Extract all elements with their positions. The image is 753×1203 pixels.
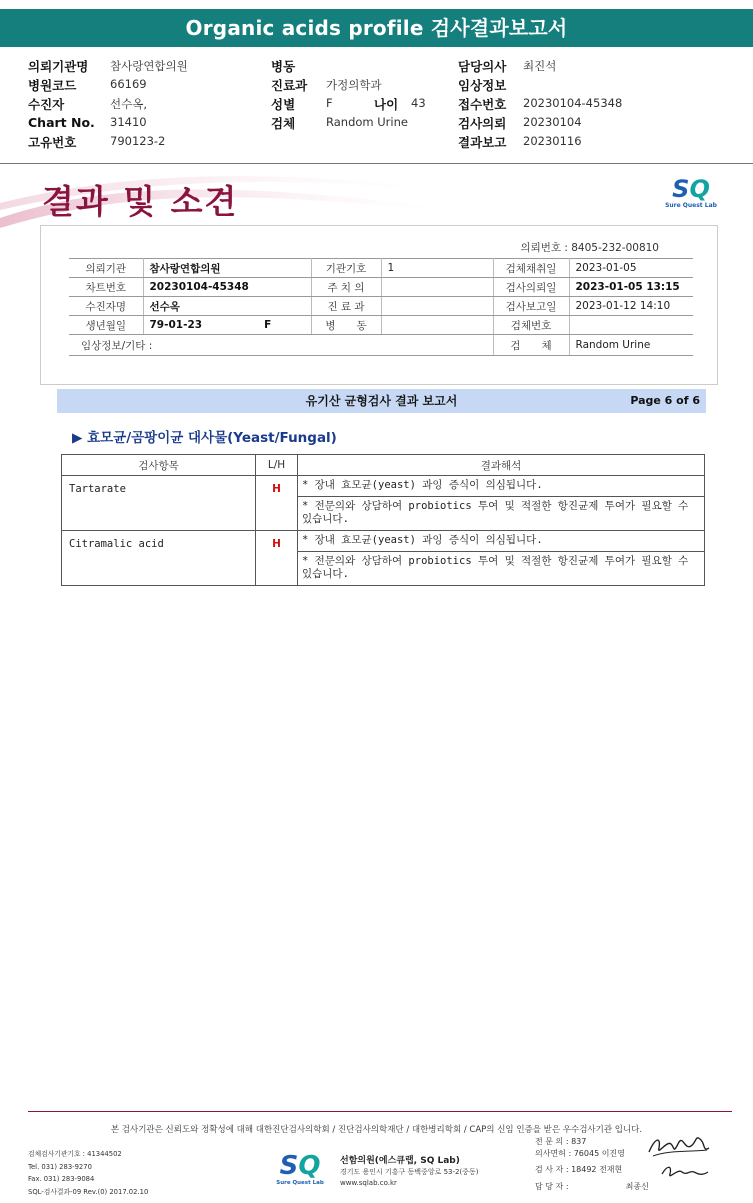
- interpretation-line: * 장내 효모균(yeast) 과잉 증식이 의심됩니다.: [298, 476, 704, 497]
- interpretation-line: * 전문의와 상담하여 probiotics 투여 및 적절한 항진균제 투여가 필요할 수 있습니다.: [302, 555, 689, 580]
- label-institution: 의뢰기관명: [28, 59, 89, 74]
- signer-row: 검 사 자 : 18492 전재현: [535, 1165, 623, 1174]
- report-bar: [57, 389, 706, 413]
- report-title: Organic acids profile 검사결과보고서: [0, 9, 753, 47]
- high-flag: H: [256, 476, 298, 531]
- value-institution: 참사랑연합의원: [110, 59, 188, 73]
- value-chart-no: 31410: [110, 115, 147, 129]
- request-table: [69, 258, 693, 356]
- signature-2: [660, 1160, 712, 1182]
- table-row: 차트번호 20230104-45348 주 치 의 검사의뢰일 2023-01-05 13:15: [69, 278, 693, 297]
- title-bar: [0, 0, 753, 50]
- lab-info: 선함의원(에스큐랩, SQ Lab) 경기도 용인시 기흥구 동백중앙로 53-2(중동) www.sqlab.co.kr: [340, 1156, 479, 1187]
- birthdate-cell: 79-01-23 F: [143, 316, 311, 335]
- value-specimen: Random Urine: [326, 115, 408, 129]
- section-title: ▶ 효모균/곰팡이균 대사물(Yeast/Fungal): [72, 430, 337, 446]
- interpretation: [298, 476, 705, 531]
- high-flag: H: [256, 531, 298, 586]
- interpretation-line: * 전문의와 상담하여 probiotics 투여 및 적절한 항진균제 투여가 필요할 수 있습니다.: [302, 500, 689, 525]
- accreditation-note: 본 검사기관은 신뢰도와 정확성에 대해 대한진단검사의학회 / 진단검사의학재단 / 대한병리학회 / CAP의 신임 인증을 받은 우수검사기관 입니다.: [110, 1125, 643, 1135]
- col-header-lh: L/H: [256, 455, 298, 476]
- value-report-date: 20230116: [523, 134, 582, 148]
- table-row: [62, 476, 705, 531]
- label-chart-no: Chart No.: [28, 115, 95, 130]
- label-sex: 성별: [271, 97, 296, 112]
- table-row: 의뢰기관 참사랑연합의원 기관기호 1 검체채취일 2023-01-05: [69, 259, 693, 278]
- value-age: 43: [411, 96, 426, 110]
- header-divider: [0, 163, 753, 164]
- label-unique-no: 고유번호: [28, 135, 77, 150]
- label-department: 진료과: [271, 78, 308, 93]
- result-item: Citramalic acid: [62, 531, 256, 586]
- table-row: [62, 531, 705, 586]
- signature-1: [645, 1130, 713, 1160]
- label-doctor: 담당의사: [458, 59, 507, 74]
- label-request-date: 검사의뢰: [458, 116, 507, 131]
- label-accession-no: 접수번호: [458, 97, 507, 112]
- label-clinical-info: 임상정보: [458, 78, 507, 93]
- footer-divider: [28, 1111, 732, 1112]
- value-request-date: 20230104: [523, 115, 582, 129]
- signer-row: 담 당 자 : 최종신: [535, 1181, 649, 1191]
- label-report-date: 결과보고: [458, 135, 507, 150]
- footer-sq-logo: SQ Sure Quest Lab: [276, 1151, 324, 1186]
- col-header-interpretation: 결과해석: [298, 455, 705, 476]
- signer-row: 전 문 의 : 837: [535, 1137, 587, 1146]
- sq-logo: SQ Sure Quest Lab: [665, 175, 717, 209]
- label-age: 나이: [374, 97, 399, 112]
- value-sex: F: [326, 96, 333, 110]
- result-item: Tartarate: [62, 476, 256, 531]
- table-header-row: [62, 455, 705, 476]
- table-row: 임상정보/기타 : 검 체 Random Urine: [69, 335, 693, 356]
- interpretation-line: * 장내 효모균(yeast) 과잉 증식이 의심됩니다.: [298, 531, 704, 552]
- label-hospital-code: 병원코드: [28, 78, 77, 93]
- patient-header: [0, 54, 753, 162]
- label-patient: 수진자: [28, 97, 65, 112]
- value-unique-no: 790123-2: [110, 134, 166, 148]
- value-department: 가정의학과: [326, 78, 382, 92]
- table-row: 생년월일 79-01-23 F 병 동 검체번호: [69, 316, 693, 335]
- label-ward: 병동: [271, 59, 296, 74]
- value-accession-no: 20230104-45348: [523, 96, 623, 110]
- request-number: 의뢰번호 : 8405-232-00810: [520, 242, 659, 254]
- footer-contact: 검체검사기관기호 : 41344502 Tel. 031) 283-9270 Fax. 031) 283-9084 SQL-검사결과-09 Rev.(0) 2017.02.10: [28, 1150, 149, 1196]
- result-heading: 결과 및 소견: [42, 182, 239, 221]
- page-indicator: Page 6 of 6: [630, 394, 700, 407]
- report-bar-title: 유기산 균형검사 결과 보고서: [305, 394, 458, 408]
- result-table: [61, 454, 705, 586]
- result-banner: [0, 168, 753, 228]
- col-header-item: 검사항목: [62, 455, 256, 476]
- table-row: 수진자명 선수옥 진 료 과 검사보고일 2023-01-12 14:10: [69, 297, 693, 316]
- request-card: [40, 225, 718, 385]
- value-hospital-code: 66169: [110, 77, 147, 91]
- label-specimen: 검체: [271, 116, 296, 131]
- value-patient: 선수옥,: [110, 97, 147, 111]
- signer-row: 의사면허 : 76045 이진영: [535, 1148, 625, 1158]
- signers: [535, 1136, 649, 1192]
- interpretation: [298, 531, 705, 586]
- value-doctor: 최진석: [523, 59, 557, 73]
